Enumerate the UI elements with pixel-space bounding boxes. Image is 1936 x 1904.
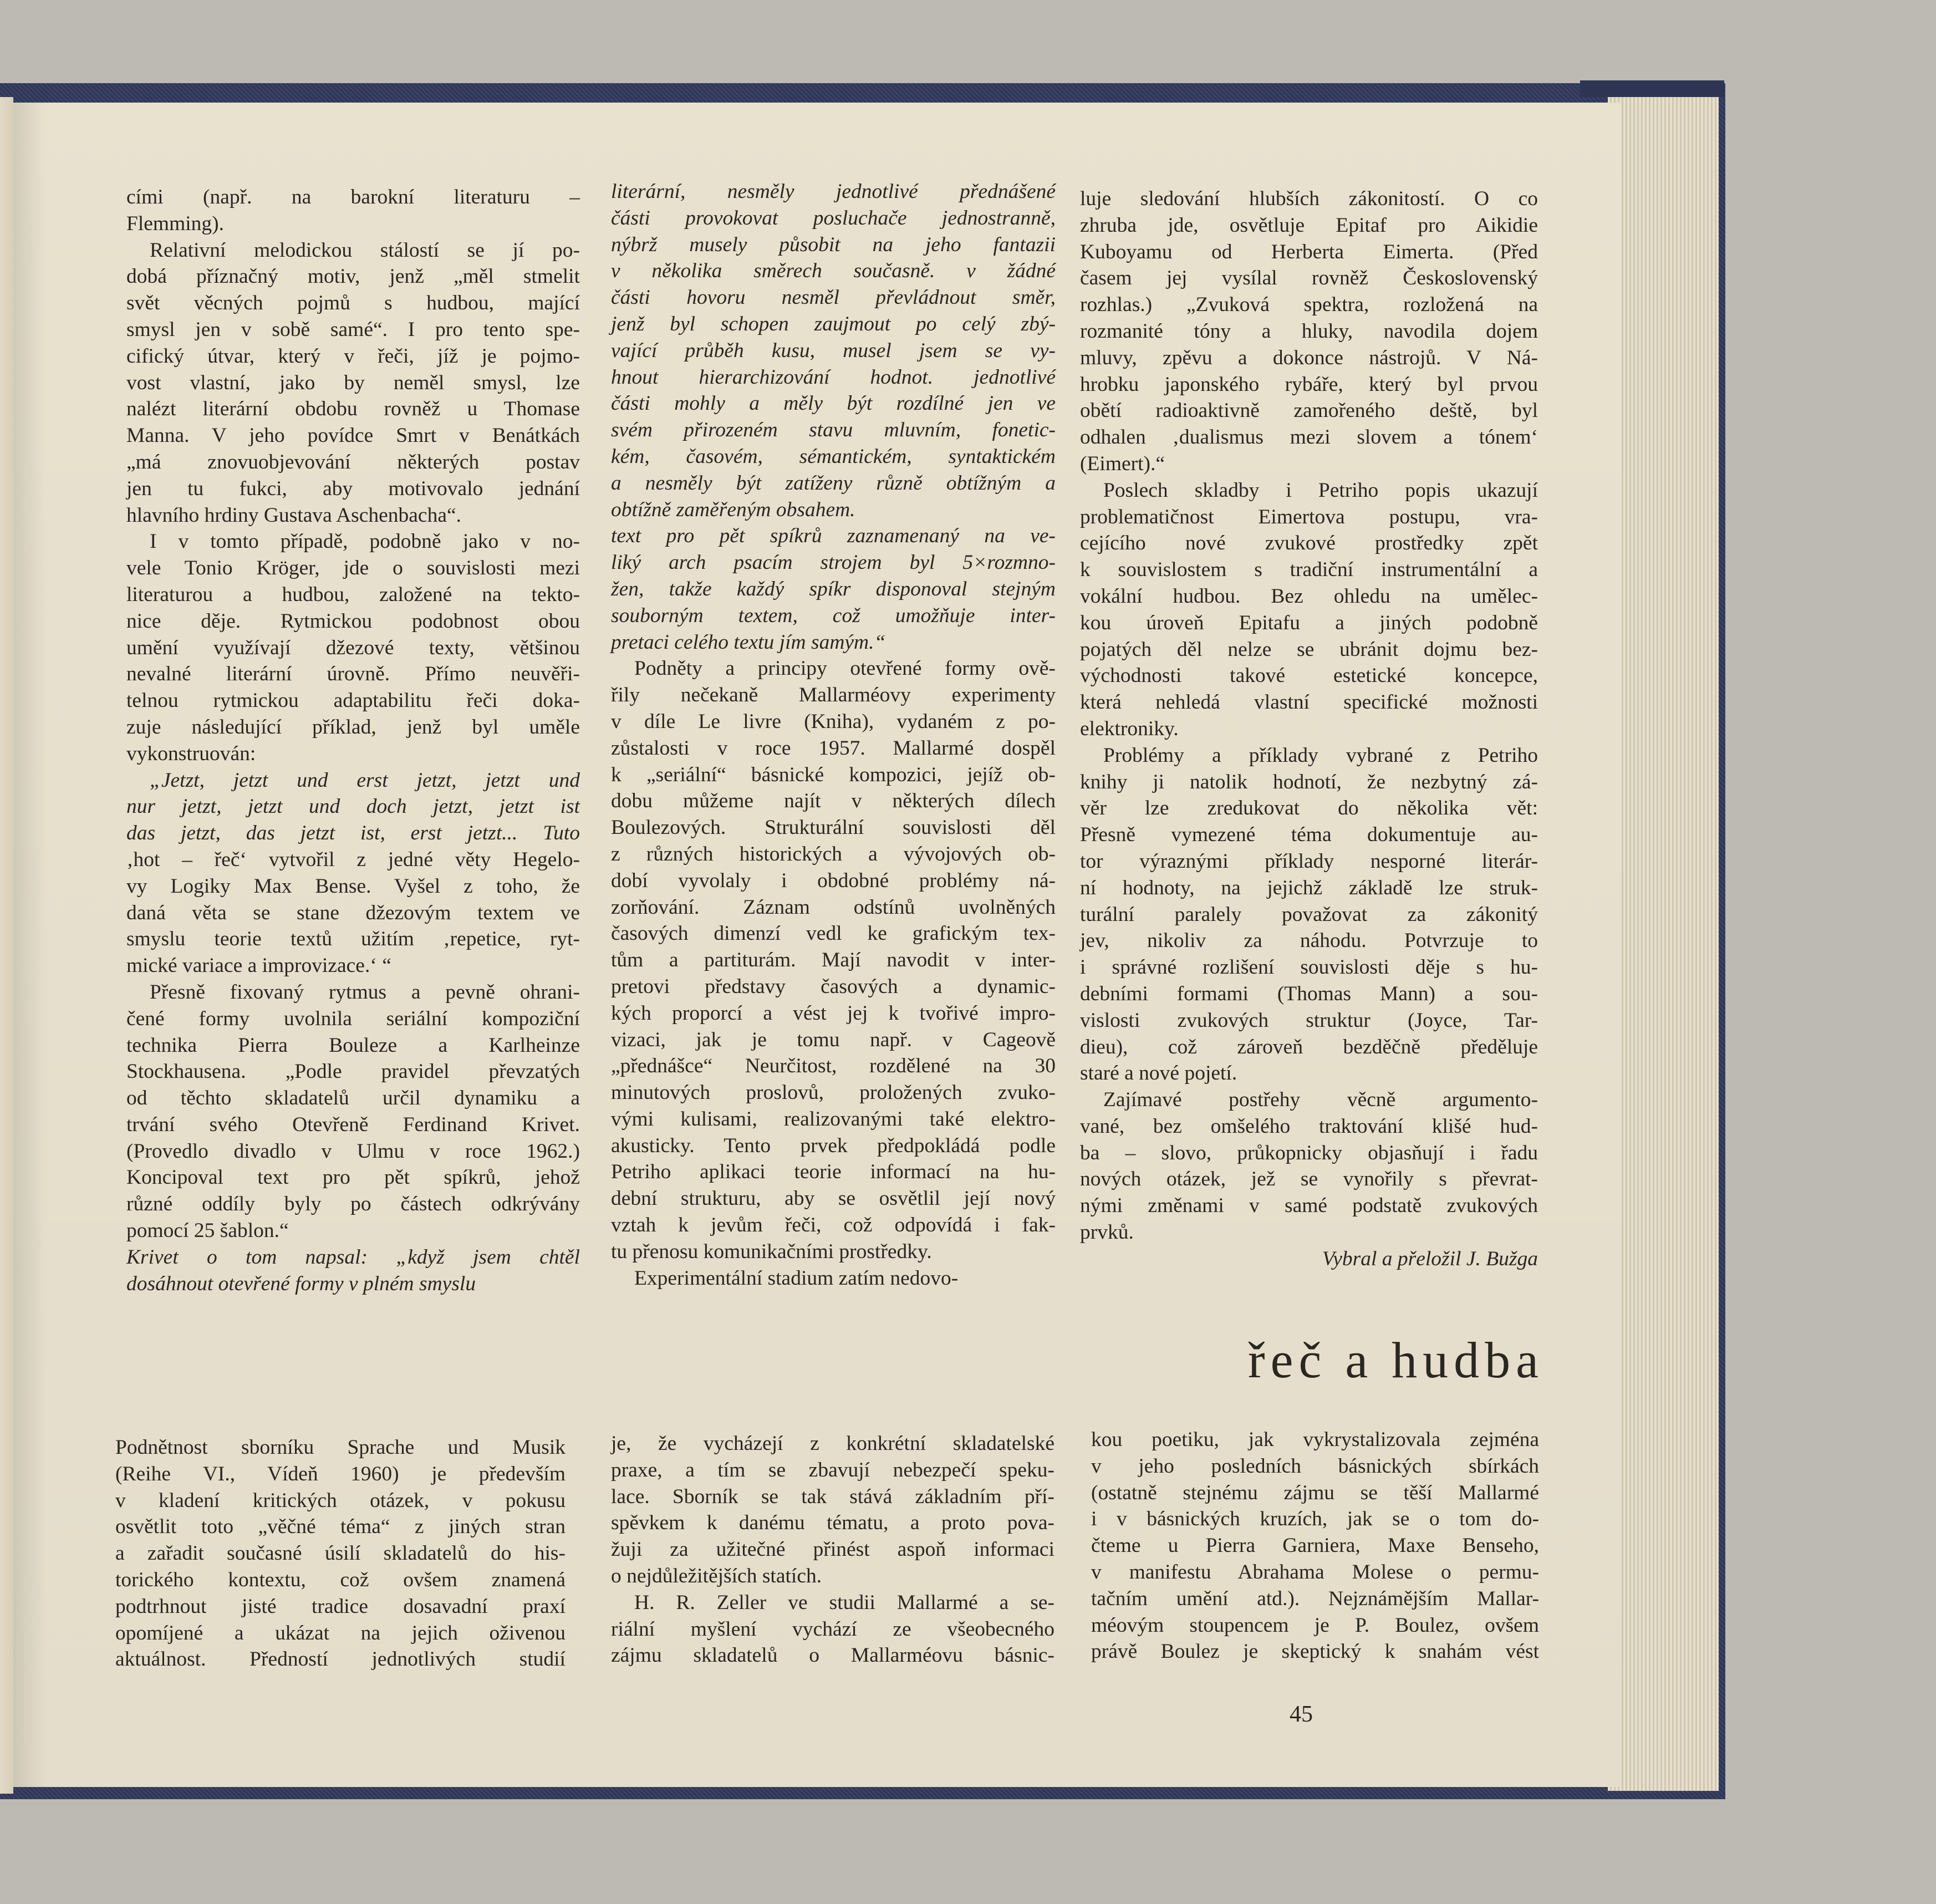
text-line: akusticky. Tento prvek předpokládá podle bbox=[611, 1134, 1056, 1157]
text-line: luje sledování hlubších zákonitostí. O co bbox=[1080, 187, 1538, 210]
text-line: vele Tonio Kröger, jde o souvislosti mezi bbox=[126, 557, 580, 580]
text-line: svém přirozeném stavu mluvním, fonetic- bbox=[611, 419, 1056, 442]
text-line: kou poetiku, jak vykrystalizovala zejména bbox=[1091, 1428, 1539, 1451]
text-line: „Jetzt, jetzt und erst jetzt, jetzt und bbox=[150, 768, 580, 792]
text-line: Poslech skladby i Petriho popis ukazují bbox=[1103, 478, 1538, 502]
text-line: text pro pět spíkrů zaznamenaný na ve- bbox=[611, 525, 1056, 548]
column-2 bbox=[611, 179, 1056, 1291]
text-line: jenž byl schopen zaujmout po celý zbý- bbox=[611, 312, 1056, 335]
text-line: smyslu teorie textů užitím ‚repetice, ryt- bbox=[126, 928, 580, 951]
text-line: debními formami (Thomas Mann) a sou- bbox=[1080, 982, 1538, 1005]
text-line: z různých historických a vývojových ob- bbox=[611, 842, 1056, 866]
text-line: souborným textem, což umožňuje inter- bbox=[611, 604, 1056, 627]
text-line: nými změnami v samé podstatě zvukových bbox=[1080, 1194, 1538, 1218]
text-line: vými kulisami, realizovanými také elektro- bbox=[611, 1107, 1056, 1131]
text-line: tor výraznými příklady nesporné literár- bbox=[1080, 849, 1538, 873]
text-line: prvků. bbox=[1080, 1221, 1134, 1244]
text-line: a zařadit současné úsilí skladatelů do his- bbox=[115, 1542, 565, 1565]
text-line: dobu můžeme najít v některých dílech bbox=[611, 790, 1056, 813]
text-line: různé oddíly byly po částech odkrývány bbox=[126, 1193, 580, 1216]
text-line: dosáhnout otevřené formy v plném smyslu bbox=[126, 1272, 476, 1295]
text-line: kém, časovém, sémantickém, syntaktickém bbox=[611, 445, 1056, 468]
text-line: hnout hierarchizování hodnot. jednotlivé bbox=[611, 365, 1056, 389]
text-line: praxe, a tím se zbavují nebezpečí speku- bbox=[611, 1458, 1054, 1482]
text-line: (ostatně stejnému zájmu se těší Mallarmé bbox=[1091, 1481, 1539, 1504]
text-line: je, že vycházejí z konkrétní skladatelské bbox=[611, 1432, 1054, 1455]
text-line: pretaci celého textu jím samým.“ bbox=[611, 630, 886, 654]
text-line: která nehledá vlastní specifické možnosti bbox=[1080, 691, 1538, 714]
text-line: „má znovuobjevování některých postav bbox=[126, 450, 580, 474]
text-line: žen, takže každý spíkr disponoval stejným bbox=[611, 577, 1056, 600]
text-line: Relativní melodickou stálostí se jí po- bbox=[150, 238, 580, 262]
text-line: časových dimenzí vedl ke grafickým tex- bbox=[611, 922, 1056, 945]
text-line: spěvkem k danému tématu, a proto pova- bbox=[611, 1511, 1054, 1535]
text-line: ba – slovo, průkopnicky objasňují i řadu bbox=[1080, 1141, 1538, 1164]
text-line: obtížně zaměřeným obsahem. bbox=[611, 498, 855, 521]
text-line: Přesně vymezené téma dokumentuje au- bbox=[1080, 823, 1538, 847]
text-line: Podnětnost sborníku Sprache und Musik bbox=[115, 1436, 565, 1459]
text-line: k „seriální“ básnické kompozici, jejíž ob- bbox=[611, 763, 1056, 786]
text-line: torického kontextu, což ovšem znamená bbox=[115, 1568, 565, 1591]
text-line: riální myšlení vychází ze všeobecného bbox=[611, 1617, 1054, 1641]
text-line: tu přenosu komunikačními prostředky. bbox=[611, 1240, 932, 1263]
text-line: části mohly a měly být rozdílné jen ve bbox=[611, 392, 1056, 415]
text-line: zorňování. Záznam odstínů uvolněných bbox=[611, 895, 1056, 919]
text-line: méovým stoupencem je P. Boulez, ovšem bbox=[1091, 1613, 1539, 1637]
text-line: zuje následující příklad, jenž byl uměle bbox=[126, 715, 580, 739]
text-line: Problémy a příklady vybrané z Petriho bbox=[1103, 744, 1538, 767]
text-line: východnosti takové estetické koncepce, bbox=[1080, 664, 1538, 688]
text-line: aktuálnost. Předností jednotlivých studií bbox=[115, 1648, 565, 1671]
text-line: nice děje. Rytmickou podobnost obou bbox=[126, 609, 580, 633]
text-line: hlavního hrdiny Gustava Aschenbacha“. bbox=[126, 503, 461, 527]
text-line: Petriho aplikaci teorie informací na hu- bbox=[611, 1160, 1056, 1184]
text-line: Flemming). bbox=[126, 212, 225, 235]
text-line: části hovoru nesměl převládnout směr, bbox=[611, 286, 1056, 309]
text-line: i v básnických kruzích, jak se o tom do- bbox=[1091, 1508, 1539, 1531]
text-line: pretovi představy časových a dynamic- bbox=[611, 975, 1056, 998]
text-line: problematičnost Eimertova postupu, vra- bbox=[1080, 505, 1538, 528]
text-line: rozhlas.) „Zvuková spektra, rozložená na bbox=[1080, 293, 1538, 317]
text-line: vizaci, jak je tomu např. v Cageově bbox=[611, 1028, 1056, 1051]
text-line: nových otázek, jež se vynořily s převrat- bbox=[1080, 1168, 1538, 1191]
left-page-edge bbox=[0, 97, 13, 1794]
text-line: H. R. Zeller ve studii Mallarmé a se- bbox=[634, 1591, 1054, 1614]
text-line: zhruba jde, osvětluje Epitaf pro Aikidie bbox=[1080, 213, 1538, 237]
text-line: Krivet o tom napsal: „když jsem chtěl bbox=[126, 1245, 580, 1269]
text-line: das jetzt, das jetzt ist, erst jetzt... Tuto bbox=[126, 822, 580, 845]
page-edges bbox=[1608, 97, 1719, 1791]
text-line: staré a nové pojetí. bbox=[1080, 1062, 1237, 1085]
text-line: Experimentální stadium zatím nedovo- bbox=[634, 1266, 959, 1290]
text-line: Manna. V jeho povídce Smrt v Benátkách bbox=[126, 424, 580, 447]
column-5 bbox=[611, 1430, 1054, 1669]
text-line: v manifestu Abrahama Molese o permu- bbox=[1091, 1560, 1539, 1584]
text-line: smysl jen v sobě samé“. I pro tento spe- bbox=[126, 318, 580, 341]
text-line: kých proporcí a vést jej k tvořivé impro- bbox=[611, 1001, 1056, 1025]
text-line: kou úroveň Epitafu a jiných podobně bbox=[1080, 611, 1538, 634]
text-line: nýbrž musely působit na jeho fantazii bbox=[611, 233, 1056, 256]
text-line: obětí radioaktivně zamořeného deště, byl bbox=[1080, 399, 1538, 422]
text-line: liký arch psacím strojem byl 5×rozmno- bbox=[611, 551, 1056, 574]
text-line: ‚hot – řeč‘ vytvořil z jedné věty Hegelo- bbox=[126, 848, 580, 871]
text-line: literární, nesměly jednotlivé přednášené bbox=[611, 180, 1056, 203]
text-line: v kladení kritických otázek, v pokusu bbox=[115, 1489, 565, 1512]
text-line: minutových proslovů, proložených zvuko- bbox=[611, 1081, 1056, 1104]
text-line: i správné rozlišení souvislosti děje s hu- bbox=[1080, 956, 1538, 979]
text-line: části provokovat posluchače jednostranně, bbox=[611, 206, 1056, 230]
text-line: Zajímavé postřehy věcně argumento- bbox=[1103, 1088, 1538, 1112]
text-line: Přesně fixovaný rytmus a pevně ohrani- bbox=[150, 980, 580, 1004]
text-line: cími (např. na barokní literaturu – bbox=[126, 186, 580, 208]
text-line: umění využívají džezové texty, většinou bbox=[126, 636, 580, 659]
text-line: elektroniky. bbox=[1080, 717, 1179, 740]
text-line: I v tomto případě, podobně jako v no- bbox=[150, 530, 580, 553]
text-line: (Eimert).“ bbox=[1080, 452, 1165, 475]
text-line: k souvislostem s tradiční instrumentální a bbox=[1080, 558, 1538, 582]
text-line: Boulezových. Strukturální souvislosti děl bbox=[611, 816, 1056, 839]
text-line: právě Boulez je skeptický k snahám vést bbox=[1091, 1640, 1539, 1663]
text-line: vající průběh kusu, musel jsem se vy- bbox=[611, 339, 1056, 362]
text-line: odhalen ‚dualismus mezi slovem a tónem‘ bbox=[1080, 426, 1538, 449]
text-line: podtrhnout jisté tradice dosavadní praxí bbox=[115, 1595, 565, 1618]
column-4 bbox=[115, 1434, 565, 1673]
text-line: rozmanité tóny a hluky, navodila dojem bbox=[1080, 319, 1538, 343]
text-line: Kuboyamu od Herberta Eimerta. (Před bbox=[1080, 240, 1538, 263]
text-line: vost vlastní, jako by neměl smysl, lze bbox=[126, 371, 580, 394]
text-line: opomíjené a ukázat na jejich oživenou bbox=[115, 1621, 565, 1645]
text-line: Podněty a principy otevřené formy ově- bbox=[634, 657, 1056, 680]
text-line: nur jetzt, jetzt und doch jetzt, jetzt ist bbox=[126, 795, 580, 818]
text-line: cejícího nové zvukové prostředky zpět bbox=[1080, 532, 1538, 555]
text-line: dobá příznačný motiv, jenž „měl stmelit bbox=[126, 265, 580, 288]
text-line: pomocí 25 šablon.“ bbox=[126, 1219, 289, 1243]
text-line: mické variace a improvizace.‘ “ bbox=[126, 954, 391, 978]
text-line: jen tu fukci, aby motivovalo jednání bbox=[126, 477, 580, 500]
page-number: 45 bbox=[1290, 1702, 1313, 1727]
text-line: věr lze zredukovat do několika vět: bbox=[1080, 797, 1538, 820]
text-line: v díle Le livre (Kniha), vydaném z po- bbox=[611, 710, 1056, 733]
text-line: daná věta se stane džezovým textem ve bbox=[126, 901, 580, 924]
text-line: vané, bez omšelého traktování klišé hud- bbox=[1080, 1114, 1538, 1138]
text-line: dieu), což zároveň bezděčně předěluje bbox=[1080, 1035, 1538, 1058]
text-line: mluvy, zpěvu a dokonce nástrojů. V Ná- bbox=[1080, 346, 1538, 369]
text-line: turální paralely považovat za zákonitý bbox=[1080, 903, 1538, 926]
text-line: telnou rytmickou adaptabilitu řeči doka- bbox=[126, 689, 580, 712]
text-line: Vybral a přeložil J. Bužga bbox=[1322, 1247, 1538, 1270]
text-line: od těchto skladatelů určil dynamiku a bbox=[126, 1087, 580, 1110]
text-line: vy Logiky Max Bense. Vyšel z toho, že bbox=[126, 874, 580, 898]
text-line: literaturou a hudbou, založené na tekto- bbox=[126, 583, 580, 606]
text-line: a nesměly být zatíženy různě obtížným a bbox=[611, 471, 1056, 495]
text-line: nevalné literární úrovně. Přímo neuvěři- bbox=[126, 663, 580, 686]
column-3 bbox=[1080, 186, 1538, 1272]
text-line: tačním umění atd.). Nejznámějším Mallar- bbox=[1091, 1587, 1539, 1610]
text-line: tům a partiturám. Mají navodit v inter- bbox=[611, 949, 1056, 972]
column-1 bbox=[126, 184, 580, 1297]
text-line: Koncipoval text pro pět spíkrů, jehož bbox=[126, 1166, 580, 1189]
text-line: jev, nikoliv za náhodu. Potvrzuje to bbox=[1080, 929, 1538, 953]
text-line: vislosti zvukových struktur (Joyce, Tar- bbox=[1080, 1009, 1538, 1032]
text-line: „přednášce“ Neurčitost, rozdělené na 30 bbox=[611, 1055, 1056, 1078]
text-line: knihy ji natolik hodnotí, že nezbytný zá- bbox=[1080, 770, 1538, 793]
text-line: svět věcných pojmů s hudbou, mající bbox=[126, 292, 580, 315]
text-line: vokální hudbou. Bez ohledu na umělec- bbox=[1080, 584, 1538, 608]
text-line: zájmu skladatelů o Mallarméovu básnic- bbox=[611, 1644, 1054, 1667]
text-line: technika Pierra Bouleze a Karlheinze bbox=[126, 1034, 580, 1057]
cover-edge bbox=[1580, 80, 1724, 97]
text-line: vykonstruován: bbox=[126, 742, 256, 765]
text-line: dobí vyvolaly i obdobné problémy ná- bbox=[611, 869, 1056, 892]
text-line: cifický útvar, který v řeči, jíž je pojmo- bbox=[126, 344, 580, 368]
text-line: trvání svého Otevřeně Ferdinand Krivet. bbox=[126, 1113, 580, 1136]
text-line: (Provedlo divadlo v Ulmu v roce 1962.) bbox=[126, 1139, 580, 1163]
section-title: řeč a hudba bbox=[1248, 1332, 1544, 1388]
text-line: zůstalosti v roce 1957. Mallarmé dospěl bbox=[611, 736, 1056, 760]
text-line: čteme u Pierra Garniera, Maxe Benseho, bbox=[1091, 1534, 1539, 1557]
text-line: žuji za užitečné přinést aspoň informaci bbox=[611, 1538, 1054, 1561]
text-line: ní hodnoty, na jejichž základě lze struk- bbox=[1080, 876, 1538, 899]
text-line: v jeho posledních básnických sbírkách bbox=[1091, 1454, 1539, 1478]
column-6 bbox=[1091, 1427, 1539, 1665]
text-line: v několika směrech současně. v žádné bbox=[611, 259, 1056, 283]
text-line: Stockhausena. „Podle pravidel převzatých bbox=[126, 1060, 580, 1083]
text-line: lace. Sborník se tak stává základním pří- bbox=[611, 1485, 1054, 1508]
text-line: vztah k jevům řeči, což odpovídá i fak- bbox=[611, 1214, 1056, 1237]
text-line: čené formy uvolnila seriální kompoziční bbox=[126, 1007, 580, 1030]
text-line: nalézt literární obdobu rovněž u Thomase bbox=[126, 398, 580, 421]
text-line: řily nečekaně Mallarméovy experimenty bbox=[611, 684, 1056, 707]
text-line: dební strukturu, aby se osvětlil její nový bbox=[611, 1187, 1056, 1210]
text-line: (Reihe VI., Vídeň 1960) je především bbox=[115, 1462, 565, 1485]
text-line: o nejdůležitějších statích. bbox=[611, 1564, 822, 1587]
text-line: hrobku japonského rybáře, který byl prvou bbox=[1080, 373, 1538, 396]
text-line: časem jej vysílal rovněž Československý bbox=[1080, 267, 1538, 290]
text-line: pojatých děl nelze se ubránit dojmu bez- bbox=[1080, 638, 1538, 661]
text-line: osvětlit toto „věčné téma“ z jiných stran bbox=[115, 1515, 565, 1539]
